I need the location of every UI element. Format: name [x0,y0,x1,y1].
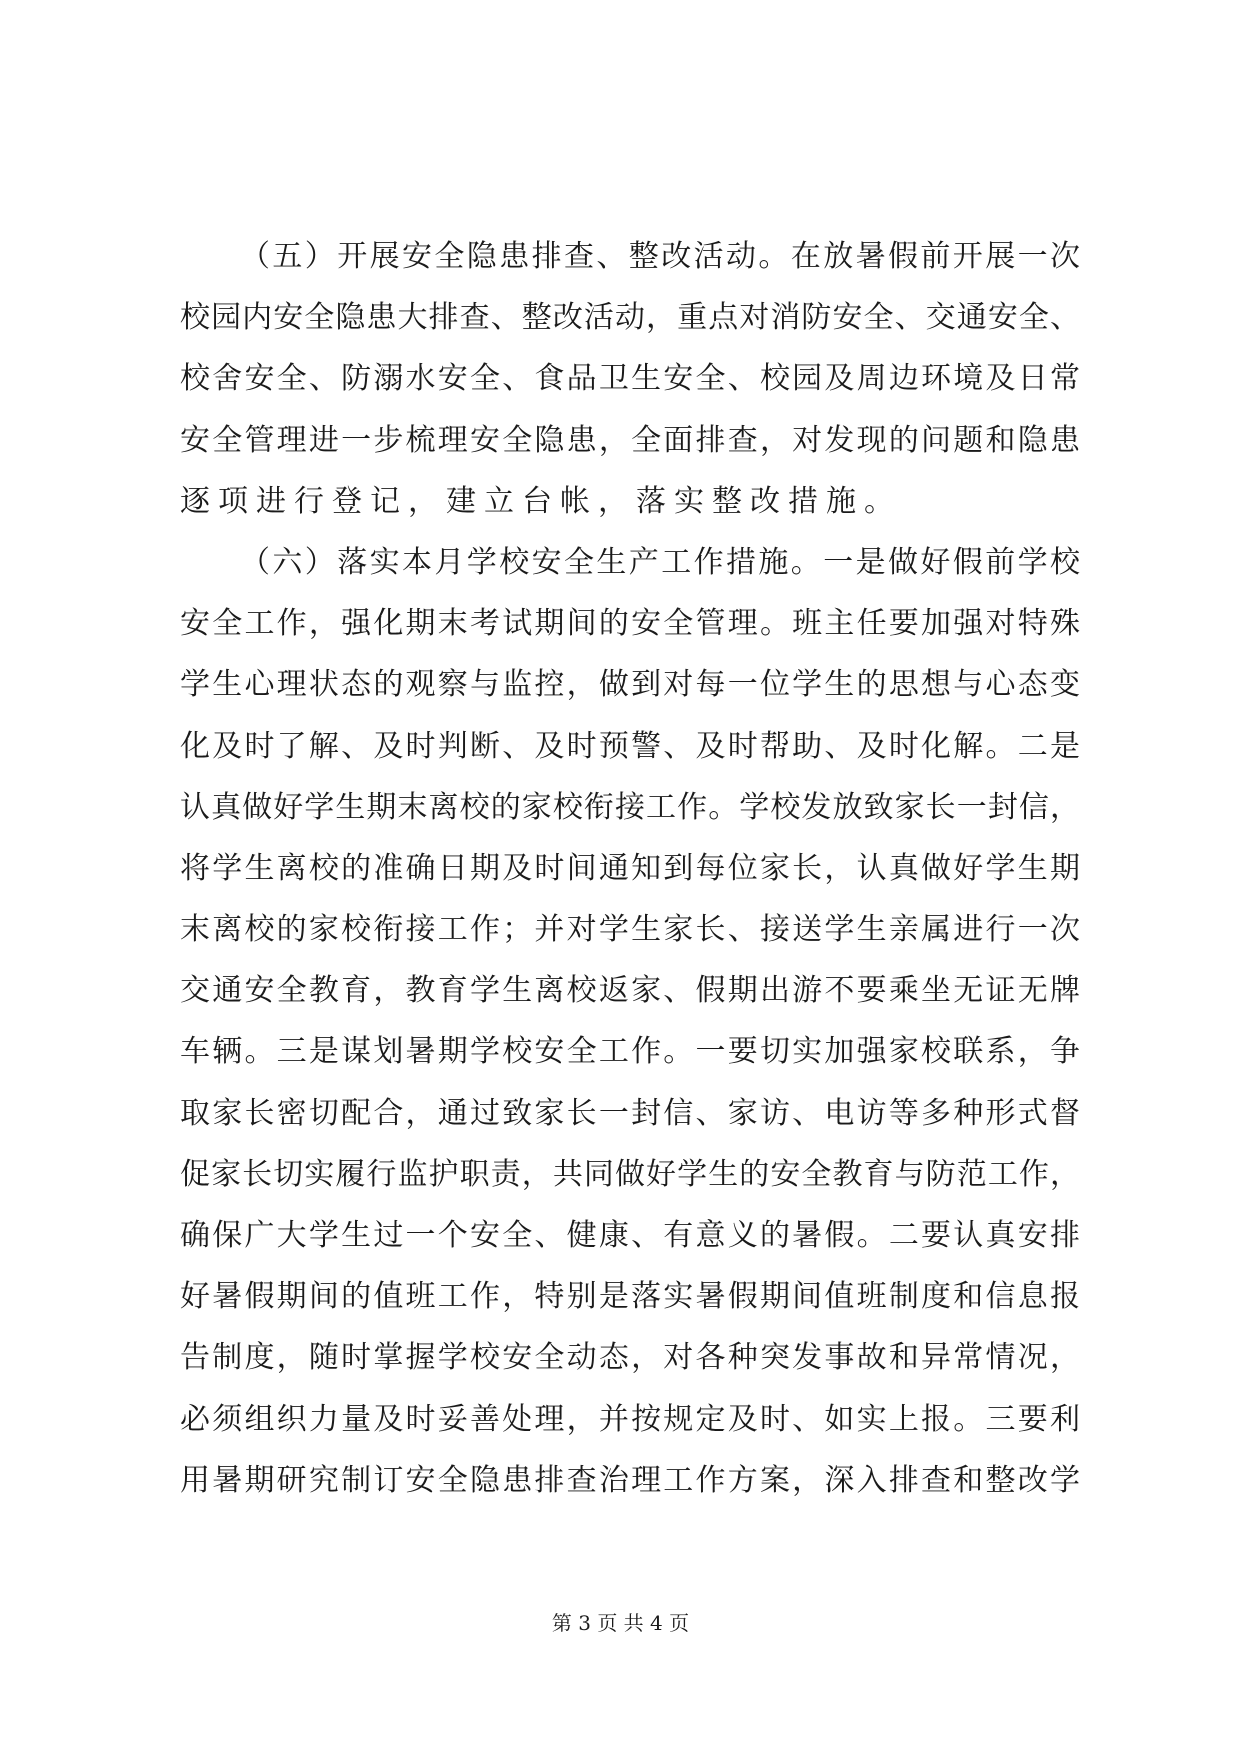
body-text [180,226,1083,1511]
text-line: 校园内安全隐患大排查、整改活动，重点对消防安全、交通安全、 [180,300,1082,336]
paragraph-6 [180,532,1083,1511]
text-line: 告制度，随时掌握学校安全动态，对各种突发事故和异常情况， [180,1340,1083,1376]
text-line: 安全工作，强化期末考试期间的安全管理。班主任要加强对特殊 [180,606,1083,642]
page-footer [0,1608,1241,1638]
text-line: （五）开展安全隐患排查、整改活动。在放暑假前开展一次 [240,239,1083,274]
text-line: 交通安全教育，教育学生离校返家、假期出游不要乘坐无证无牌 [180,973,1083,1009]
text-line: 将学生离校的准确日期及时间通知到每位家长，认真做好学生期 [180,850,1083,886]
text-line: 必须组织力量及时妥善处理，并按规定及时、如实上报。三要利 [180,1401,1083,1437]
paragraph-5 [180,226,1083,532]
text-line: 促家长切实履行监护职责，共同做好学生的安全教育与防范工作， [180,1156,1082,1192]
text-line: 校舍安全、防溺水安全、食品卫生安全、校园及周边环境及日常 [180,361,1083,397]
page-number-label: 第 3 页 共 4 页 [551,1611,690,1635]
text-line: 用暑期研究制订安全隐患排查治理工作方案，深入排查和整改学 [180,1462,1083,1498]
text-line: 好暑假期间的值班工作，特别是落实暑假期间值班制度和信息报 [180,1279,1083,1315]
text-line: 末离校的家校衔接工作；并对学生家长、接送学生亲属进行一次 [180,912,1083,948]
text-line: 确保广大学生过一个安全、健康、有意义的暑假。二要认真安排 [180,1218,1083,1253]
text-line: 学生心理状态的观察与监控，做到对每一位学生的思想与心态变 [180,667,1083,703]
text-line: 化及时了解、及时判断、及时预警、及时帮助、及时化解。二是 [180,728,1083,764]
text-line: 安全管理进一步梳理安全隐患，全面排查，对发现的问题和隐患 [180,422,1083,458]
text-line: 取家长密切配合，通过致家长一封信、家访、电访等多种形式督 [180,1095,1083,1131]
text-line: 逐项进行登记，建立台帐，落实整改措施。 [180,483,902,519]
text-line: 认真做好学生期末离校的家校衔接工作。学校发放致家长一封信， [180,789,1082,825]
text-line: 车辆。三是谋划暑期学校安全工作。一要切实加强家校联系，争 [180,1034,1083,1070]
text-line: （六）落实本月学校安全生产工作措施。一是做好假前学校 [240,544,1083,580]
